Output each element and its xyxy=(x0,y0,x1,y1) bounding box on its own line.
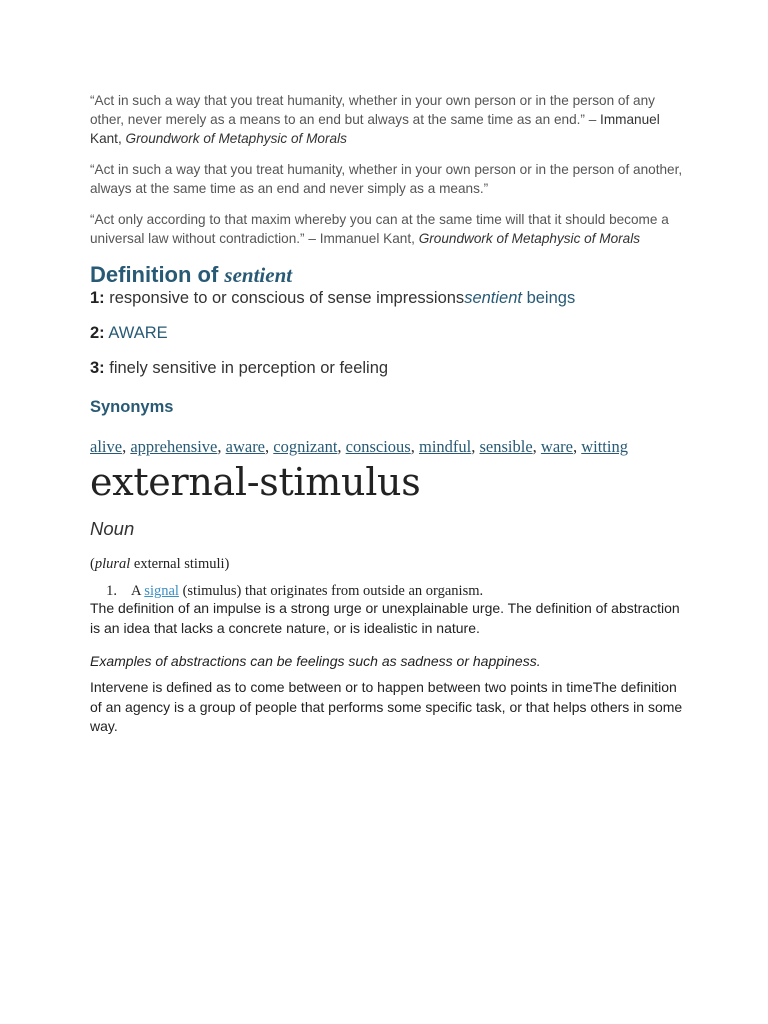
part-of-speech: Noun xyxy=(90,518,135,539)
signal-link[interactable]: signal xyxy=(144,583,179,599)
sense-text: finely sensitive in perception or feeling xyxy=(104,359,389,377)
sense-crossref-link[interactable]: AWARE xyxy=(108,324,168,342)
kant-quote-3 xyxy=(90,210,685,248)
definition-sense-3 xyxy=(90,359,388,378)
synonym-link-sensible[interactable]: sensible xyxy=(479,437,533,456)
quote-work: Groundwork of Metaphysic of Morals xyxy=(418,231,641,246)
entry-senses xyxy=(90,583,483,600)
sense-number: 1: xyxy=(90,289,105,307)
quote-text: “Act in such a way that you treat humanity, whether in your own person or in the person of another, always at the same time as an end and never simply as a means.” xyxy=(90,162,683,196)
plural-label: plural xyxy=(94,556,131,572)
synonyms-list: alive, apprehensive, aware, cognizant, conscious, mindful, sensible, ware, witting xyxy=(90,437,628,456)
paragraph-intervene: Intervene is defined as to come between or to happen between two points in timeThe definition of an agency is a group of people that performs some specific task, or that helps others in some way. xyxy=(90,679,683,734)
definition-sense-2 xyxy=(90,324,168,343)
kant-quote-2 xyxy=(90,160,685,198)
sense-prefix: A xyxy=(131,583,145,599)
paragraph-impulse: The definition of an impulse is a strong urge or unexplainable urge. The definition of abstraction is an idea that lacks a concrete nature, or is idealistic in nature. xyxy=(90,600,680,636)
sense-text: responsive to or conscious of sense impressions xyxy=(104,289,465,307)
definition-sense-1 xyxy=(90,289,575,308)
sense-example-word: sentient xyxy=(464,289,522,307)
synonym-link-conscious[interactable]: conscious xyxy=(345,437,411,456)
sense-number: 1. xyxy=(106,583,117,599)
synonym-link-ware[interactable]: ware xyxy=(540,437,573,456)
quote-work: Groundwork of Metaphysic of Morals xyxy=(125,131,347,146)
synonyms-heading: Synonyms xyxy=(90,398,174,416)
plural-form xyxy=(90,556,229,573)
definition-heading xyxy=(90,262,292,288)
definition-word: sentient xyxy=(224,263,293,287)
quote-author: Immanuel Kant, xyxy=(90,112,660,146)
synonym-link-aware[interactable]: aware xyxy=(225,437,266,456)
definition-heading-prefix: Definition of xyxy=(90,262,225,287)
sense-number: 2: xyxy=(90,324,105,342)
synonym-link-apprehensive[interactable]: apprehensive xyxy=(130,437,218,456)
sense-rest: (stimulus) that originates from outside an organism. xyxy=(178,583,484,599)
synonym-link-witting[interactable]: witting xyxy=(581,437,628,456)
paragraph-abstractions: Examples of abstractions can be feelings such as sadness or happiness. xyxy=(90,653,541,669)
quote-text: “Act in such a way that you treat humanity, whether in your own person or in the person of any other, never merely as a means to an end but always at the same time as an end.” – xyxy=(90,93,655,127)
synonym-link-alive[interactable]: alive xyxy=(90,437,123,456)
synonym-link-mindful[interactable]: mindful xyxy=(418,437,472,456)
list-item xyxy=(90,583,483,600)
synonym-link-cognizant[interactable]: cognizant xyxy=(273,437,338,456)
plural-text: external stimuli) xyxy=(130,556,230,572)
plural-open: ( xyxy=(90,556,95,572)
sense-number: 3: xyxy=(90,359,105,377)
entry-headword: external-stimulus xyxy=(90,460,421,504)
sense-example-rest: beings xyxy=(521,289,576,307)
quote-text: “Act only according to that maxim whereby you can at the same time will that it should become a universal law without contradiction.” – Immanuel Kant, xyxy=(90,212,669,246)
kant-quote-1 xyxy=(90,91,685,148)
